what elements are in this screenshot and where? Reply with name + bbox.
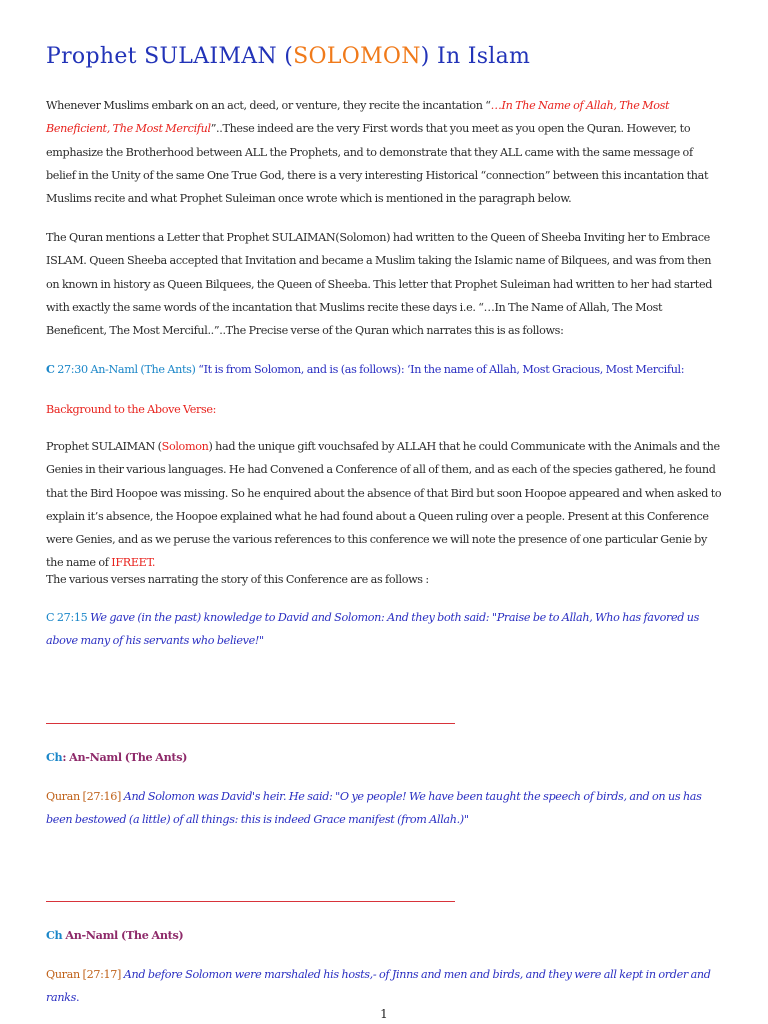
conference-intro: The various verses narrating the story of this Conference are as follows : [46,573,429,586]
verse-27-17: Quran [27:17] And before Solomon were marshaled his hosts,- of Jinns and men and birds, and they were all kept in order and ranks. [46,968,711,1005]
background-heading: Background to the Above Verse: [46,403,217,416]
separator-line [46,901,455,902]
verse-27-30: C 27:30 An-Naml (The Ants) “It is from Solomon, and is (as follows): ‘In the name of Allah, Most Gracious, Most Merciful: [46,362,685,376]
background-paragraph: Prophet SULAIMAN (Solomon) had the unique gift vouchsafed by ALLAH that he could Communicate with the Animals and the Genies in their various languages. He had Convened a Conference of all of them, and as each of the species gathered, he found that the Bird Hoopoe was missing. So he enquired about the absence of that Bird but soon Hoopoe appeared and when asked to explain it’s absence, the Hoopoe explained what he had found about a Queen ruling over a people. Present at this Conference were Genies, and as we peruse the various references to this conference we will note the presence of one particular Genie by the name of IFREET. [46,440,722,570]
solomon-highlight: Solomon [161,440,209,453]
incantation-quote: …In The Name of Allah, The Most Beneficient, The Most Merciful [46,99,670,136]
verse-27-16: Quran [27:16] And Solomon was David's heir. He said: "O ye people! We have been taught the speech of birds, and on us has been bestowed (a little) of all things: this is indeed Grace manifest (from Allah.)" [46,790,702,827]
title-text: Prophet SULAIMAN ( [46,44,294,69]
page-number: 1 [380,1007,388,1021]
title-text-end: ) In Islam [420,44,531,69]
quran-letter-paragraph: The Quran mentions a Letter that Prophet SULAIMAN(Solomon) had written to the Queen of Sheeba Inviting her to Embrace ISLAM. Queen Sheeba accepted that Invitation and became a Muslim taking the Islamic name of Bilquees, and was from then on known in history as Queen Bilquees, the Queen of Sheeba. This letter that Prophet Suleiman had written to her had started with exactly the same words of the incantation that Muslims recite these days i.e. “…In The Name of Allah, The Most Beneficent, The Most Merciful..”..The Precise verse of the Quran which narrates this is as follows: [46,231,713,338]
title-highlight: SOLOMON [293,44,421,69]
separator-line [46,723,455,724]
intro-paragraph: Whenever Muslims embark on an act, deed, or venture, they recite the incantation “…In The Name of Allah, The Most Beneficient, The Most Merciful”..These indeed are the very First words that you meet as you open the Quran. However, to emphasize the Brotherhood between ALL the Prophets, and to demonstrate that they ALL came with the same message of belief in the Unity of the same One True God, there is a very interesting Historical “connection” between this incantation that Muslims recite and what Prophet Suleiman once wrote which is mentioned in the paragraph below. [46,99,709,206]
ifreet-highlight: IFREET. [111,556,156,570]
verse-27-15: C 27:15 We gave (in the past) knowledge to David and Solomon: And they both said: "Praise be to Allah, Who has favored us above many of his servants who believe!" [46,611,699,648]
chapter-heading: Ch An-Naml (The Ants) [46,928,184,942]
page-title [46,44,530,69]
chapter-heading: Ch: An-Naml (The Ants) [46,750,188,764]
